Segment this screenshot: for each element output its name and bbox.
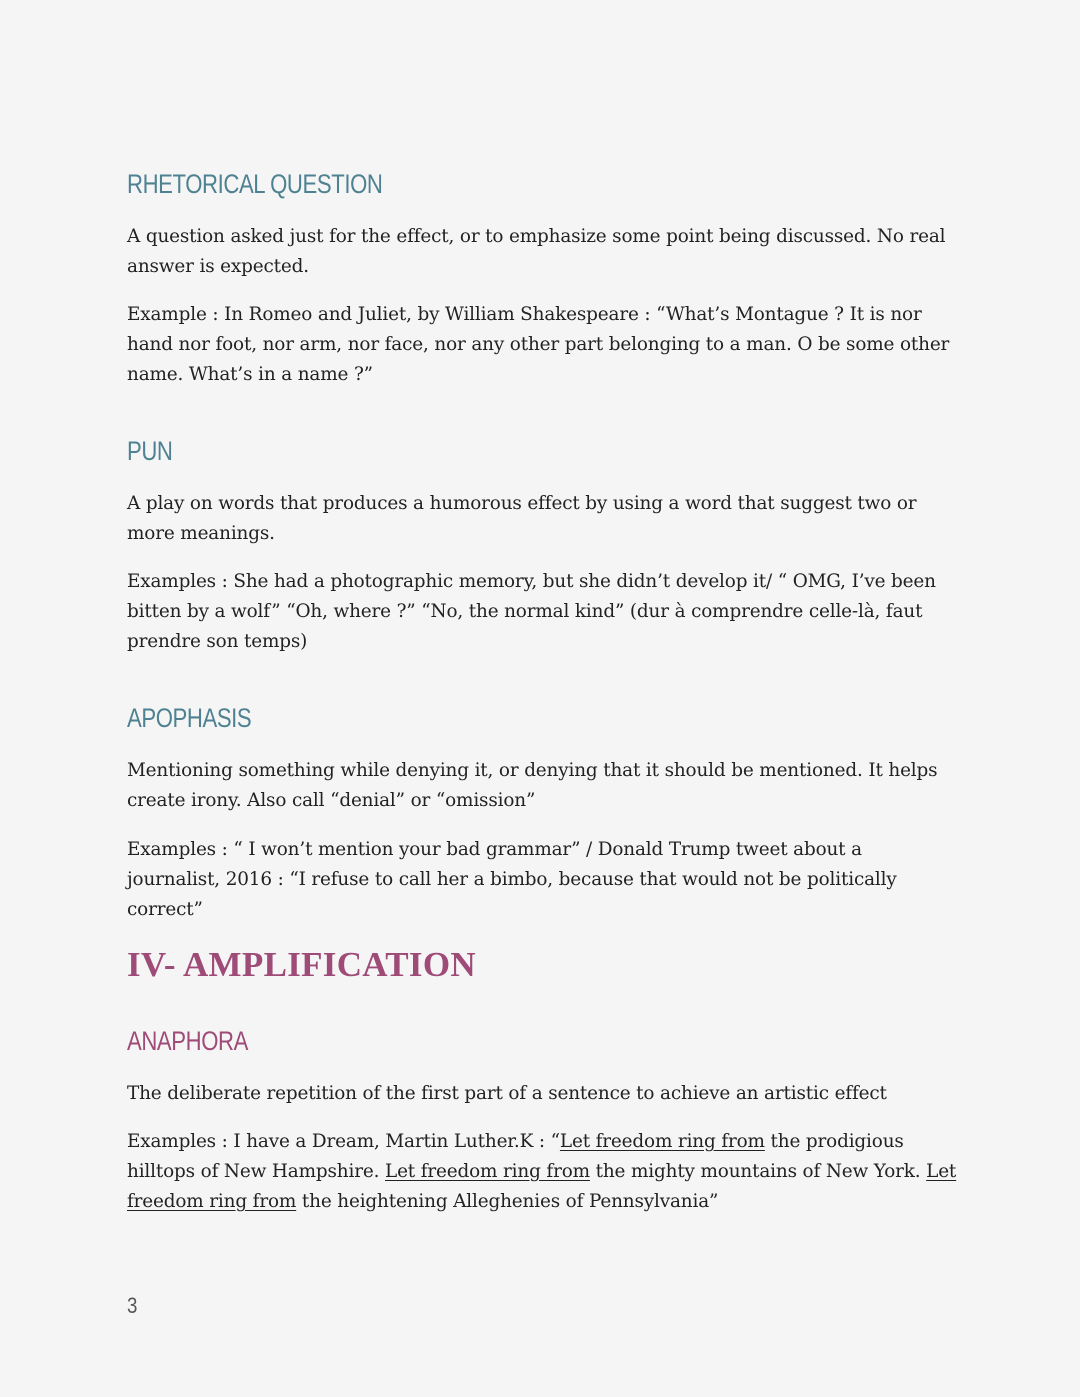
apophasis-example: Examples : “ I won’t mention your bad grammar” / Donald Trump tweet about a journalist, 2016 : “I refuse to call her a bimbo, because that would not be politically correct” (127, 839, 897, 920)
apophasis-definition: Mentioning something while denying it, or denying that it should be mentioned. It helps create irony. Also call “denial” or “omission” (127, 760, 938, 811)
rhetorical-question-example: Example : In Romeo and Juliet, by William Shakespeare : “What’s Montague ? It is nor hand nor foot, nor arm, nor face, nor any other part belonging to a man. O be some other name. What’s in a name ?” (127, 304, 950, 385)
repeated-phrase: Let freedom ring from (559, 1131, 765, 1152)
repeated-phrase: Let freedom ring from (127, 1161, 957, 1212)
repeated-phrase: Let freedom ring from (385, 1161, 590, 1182)
pun-definition: A play on words that produces a humorous effect by using a word that suggest two or more meanings. (127, 493, 917, 544)
anaphora-definition: The deliberate repetition of the first part of a sentence to achieve an artistic effect (127, 1083, 887, 1104)
pun-example: Examples : She had a photographic memory, but she didn’t develop it/ “ OMG, I’ve been bitten by a wolf” “Oh, where ?” “No, the normal kind” (dur à comprendre celle-là, faut prendre son temps) (127, 571, 936, 652)
anaphora-example-part-3: the heightening Alleghenies of Pennsylvania” (296, 1191, 719, 1212)
anaphora-example-part-1: the prodigious hilltops of New Hampshire. (127, 1131, 904, 1182)
section-title-rhetorical-question: RHETORICAL QUESTION (127, 169, 383, 199)
section-title-pun: PUN (127, 436, 173, 466)
section-title-anaphora: ANAPHORA (127, 1026, 248, 1056)
page-number: 3 (127, 1293, 138, 1318)
anaphora-example-part-2: the mighty mountains of New York. (589, 1161, 927, 1182)
anaphora-example-intro: Examples : I have a Dream, Martin Luther.K : “ (127, 1131, 560, 1152)
document-page (127, 0, 957, 1397)
rhetorical-question-definition: A question asked just for the effect, or to emphasize some point being discussed. No real answer is expected. (127, 226, 946, 277)
section-title-apophasis: APOPHASIS (127, 703, 252, 733)
anaphora-example (127, 1127, 957, 1217)
part-heading: IV- AMPLIFICATION (127, 945, 476, 984)
